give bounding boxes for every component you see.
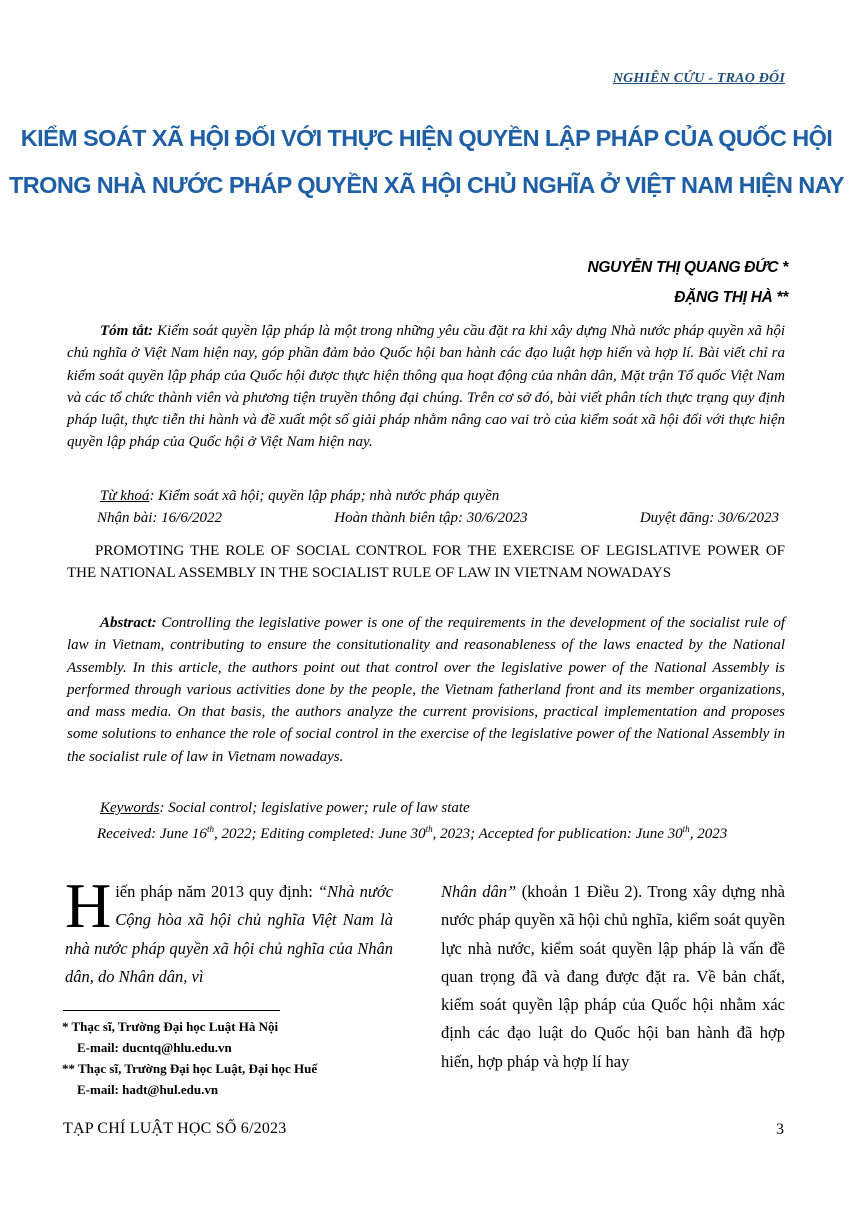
dates-en-part: , 2023; Accepted for publication: June 30 [432,826,683,842]
keywords-en-text: : Social control; legislative power; rule of law state [159,800,470,816]
english-title: PROMOTING THE ROLE OF SOCIAL CONTROL FOR THE EXERCISE OF LEGISLATIVE POWER OF THE NATIONAL ASSEMBLY IN THE SOCIALIST RULE OF LAW IN VIETNAM NOWADAYS [67,543,785,581]
keywords-vi-text: : Kiểm soát xã hội; quyền lập pháp; nhà nước pháp quyền [149,488,500,504]
footnote-2: ** Thạc sĩ, Trường Đại học Luật, Đại học Huế [62,1061,318,1076]
abstract-vi-label: Tóm tắt: [100,323,154,339]
dates-en-part: Received: June 16 [97,826,207,842]
abstract-vietnamese [67,320,785,454]
author-1: NGUYỄN THỊ QUANG ĐỨC * [587,259,788,276]
constitution-quote-end: Nhân dân” [441,882,517,901]
accepted-date-vi: Duyệt đăng: 30/6/2023 [639,510,779,526]
abstract-vi-text: Kiểm soát quyền lập pháp là một trong những yêu cầu đặt ra khi xây dựng Nhà nước pháp quyền xã hội chủ nghĩa ở Việt Nam hiện nay, góp phần đảm bảo Quốc hội ban hành các đạo luật hợp hiến và hợp lí. Bài viết chỉ ra kiểm soát quyền lập pháp của Quốc hội được thực hiện thông qua hoạt động của nhân dân, Mặt trận Tổ quốc Việt Nam và các tổ chức thành viên và phương tiện truyền thông đại chúng. Trên cơ sở đó, bài viết phân tích thực trạng quy định pháp luật, thực tiễn thi hành và đề xuất một số giải pháp nhằm nâng cao vai trò của kiểm soát xã hội đối với thực hiện quyền lập pháp của Quốc hội ở Việt Nam hiện nay. [67,323,785,451]
dates-english [97,824,785,843]
section-label: NGHIÊN CỨU - TRAO ĐỔI [612,71,785,86]
keywords-english [67,797,785,819]
dates-en-part: , 2023 [689,826,728,842]
dates-en-part: , 2022; Editing completed: June 30 [213,826,426,842]
constitution-quote: “Nhà nước Cộng hòa xã hội chủ nghĩa Việt Nam là nhà nước pháp quyền xã hội chủ nghĩa của Nhân dân, do Nhân dân, vì [65,882,393,986]
keywords-en-label: Keywords [100,800,160,816]
received-date-vi: Nhận bài: 16/6/2022 [97,510,223,526]
edited-date-vi: Hoàn thành biên tập: 30/6/2023 [334,510,528,526]
body-right-text: (khoản 1 Điều 2). Trong xây dựng nhà nước pháp quyền xã hội chủ nghĩa, kiểm soát quyền lực nhà nước, kiểm soát quyền lập pháp là vấn đề quan trọng đã và đang được đặt ra. Về bản chất, kiểm soát quyền lập pháp của Quốc hội nhằm xác định các đạo luật do Quốc hội ban hành đã hợp hiến, hợp pháp và hợp lí hay [441,882,785,1071]
footnote-1-email: E-mail: ducntq@hlu.edu.vn [77,1040,232,1055]
abstract-english [67,612,785,768]
body-column-right [441,878,785,1076]
footnote-1: * Thạc sĩ, Trường Đại học Luật Hà Nội [62,1019,279,1034]
author-2: ĐẶNG THỊ HÀ ** [674,289,788,306]
footnote-separator [63,1010,280,1011]
page-number: 3 [776,1121,784,1138]
body-column-left [65,870,393,991]
dates-en-sup: th [425,824,433,834]
body-left-text: iến pháp năm 2013 quy định: [115,882,318,901]
dates-en-sup: th [682,824,690,834]
keywords-vietnamese [67,485,785,507]
keywords-vi-label: Từ khoá [100,488,150,504]
abstract-en-label: Abstract: [100,615,157,631]
footer-journal-name: TẠP CHÍ LUẬT HỌC SỐ 6/2023 [63,1120,287,1137]
article-title-line-2: TRONG NHÀ NƯỚC PHÁP QUYỀN XÃ HỘI CHỦ NGHĨA Ở VIỆT NAM HIỆN NAY [9,172,844,198]
dates-vietnamese [97,510,779,527]
drop-cap: H [65,870,112,941]
abstract-en-text: Controlling the legislative power is one of the requirements in the development of the socialist rule of law in Vietnam, contributing to ensure the consitutionality and reasonableness of the laws enacted by the National Assembly. In this article, the authors point out that control over the legislative power of the National Assembly is performed through various activities done by the people, the Vietnam fatherland front and its member organizations, and mass media. On that basis, the authors analyze the current provisions, practical implementation and proposes some solutions to enhance the role of social control in the exercise of the legislative power of the National Assembly in the socialist rule of law in Vietnam nowadays. [67,615,785,765]
article-title-line-1: KIỂM SOÁT XÃ HỘI ĐỐI VỚI THỰC HIỆN QUYỀN LẬP PHÁP CỦA QUỐC HỘI [20,125,833,151]
dates-en-sup: th [206,824,214,834]
footnote-2-email: E-mail: hadt@hul.edu.vn [77,1082,219,1097]
